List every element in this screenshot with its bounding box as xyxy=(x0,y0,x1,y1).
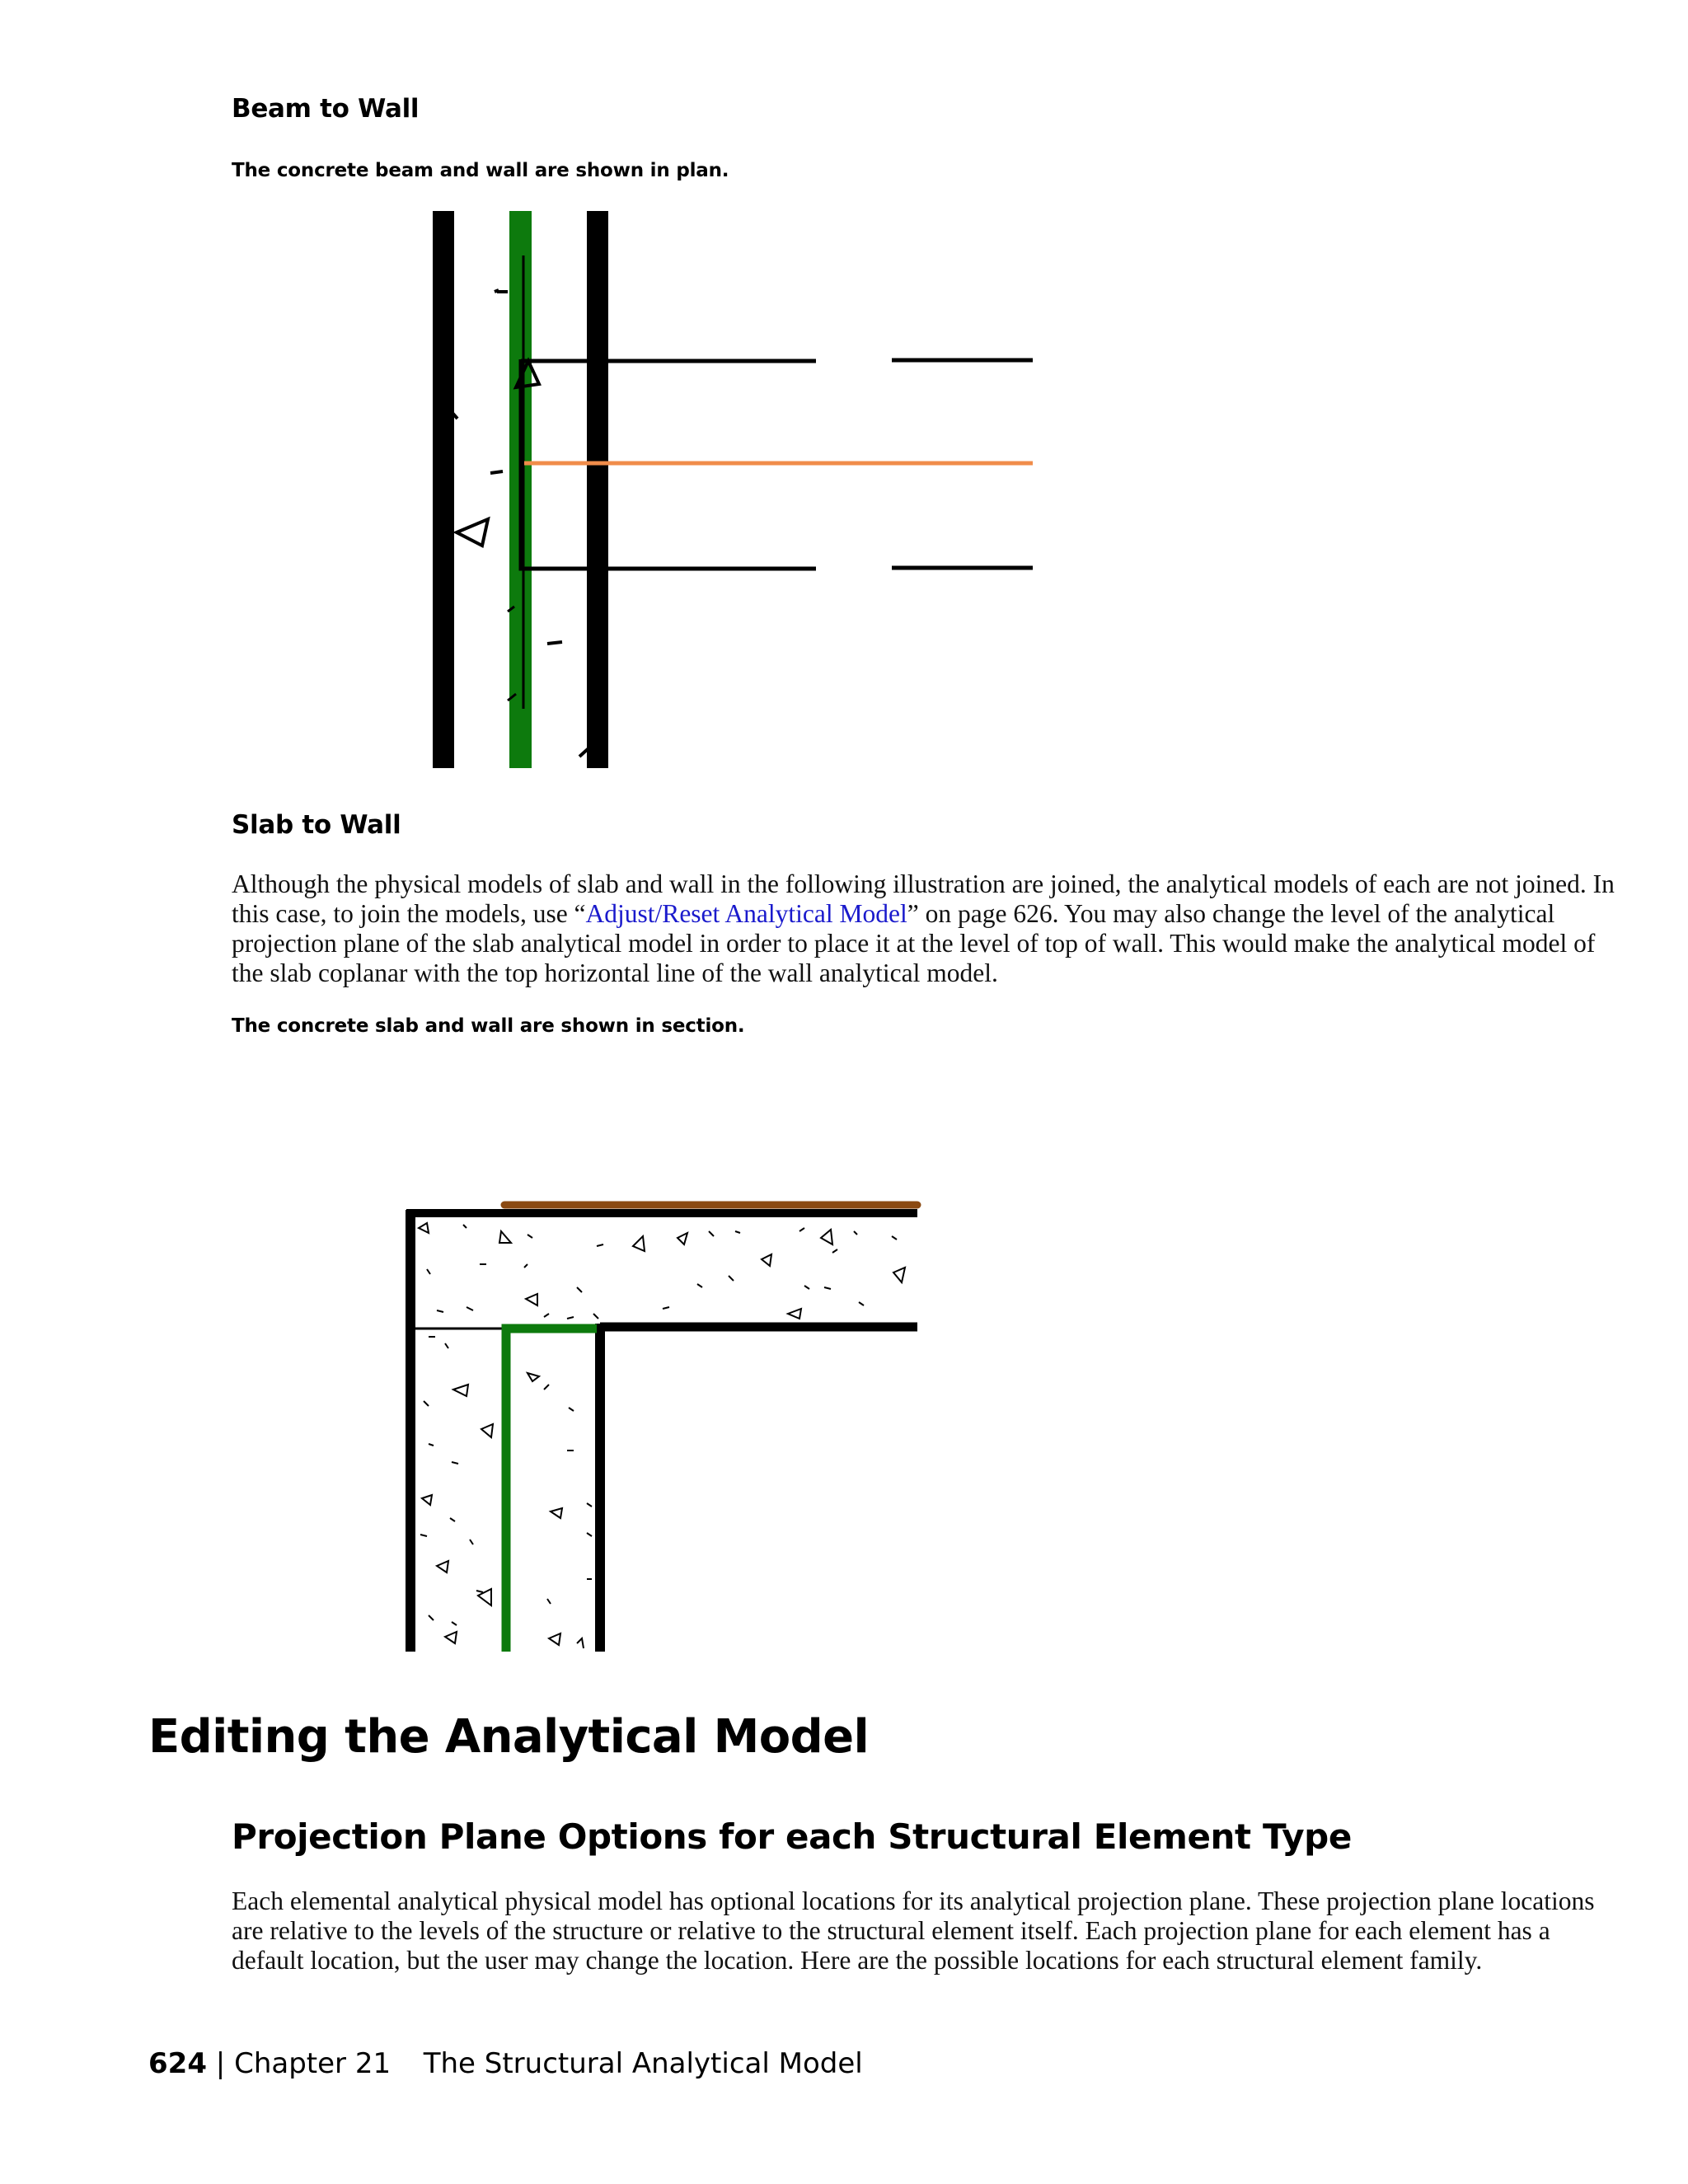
wall-analytical-line xyxy=(506,1329,597,1652)
footer-chapter: Chapter 21 xyxy=(234,2047,392,2080)
editing-analytical-model-heading: Editing the Analytical Model xyxy=(148,1710,870,1764)
projection-plane-paragraph xyxy=(232,1886,1625,1975)
projection-plane-paragraph-text: Each elemental analytical physical model has optional locations for its analytical projection plane. These projection plane locations are relative to the levels of the structure or relative to the structural element itself. Each projection plane for each element has a default location, but the user may change the location. Here are the possible locations for each structural element family. xyxy=(232,1886,1595,1975)
page-footer xyxy=(148,2047,863,2080)
adjust-reset-analytical-model-link[interactable]: Adjust/Reset Analytical Model xyxy=(585,899,907,928)
footer-separator: | xyxy=(215,2047,226,2080)
beam-figure-caption: The concrete beam and wall are shown in plan. xyxy=(232,160,729,181)
page-number: 624 xyxy=(148,2047,207,2080)
slab-to-wall-heading: Slab to Wall xyxy=(232,810,401,840)
projection-plane-options-subheading: Projection Plane Options for each Structural Element Type xyxy=(232,1816,1352,1857)
paragraph-text-before-link: Although the physical models of slab and wall in the following illustration are joined, the analytical models of each are not joined. In this case, to join the models, use “ xyxy=(232,869,1615,928)
paragraph-text-after-link: ” on page 626. You may also change the level of the analytical projection plane of the slab analytical model in order to place it at the level of top of wall. This would make the analytical model of the slab coplanar with the top horizontal line of the wall analytical model. xyxy=(232,899,1596,987)
footer-chapter-title: The Structural Analytical Model xyxy=(423,2047,863,2080)
slab-figure-caption: The concrete slab and wall are shown in section. xyxy=(232,1015,745,1037)
beam-to-wall-heading: Beam to Wall xyxy=(232,94,420,124)
